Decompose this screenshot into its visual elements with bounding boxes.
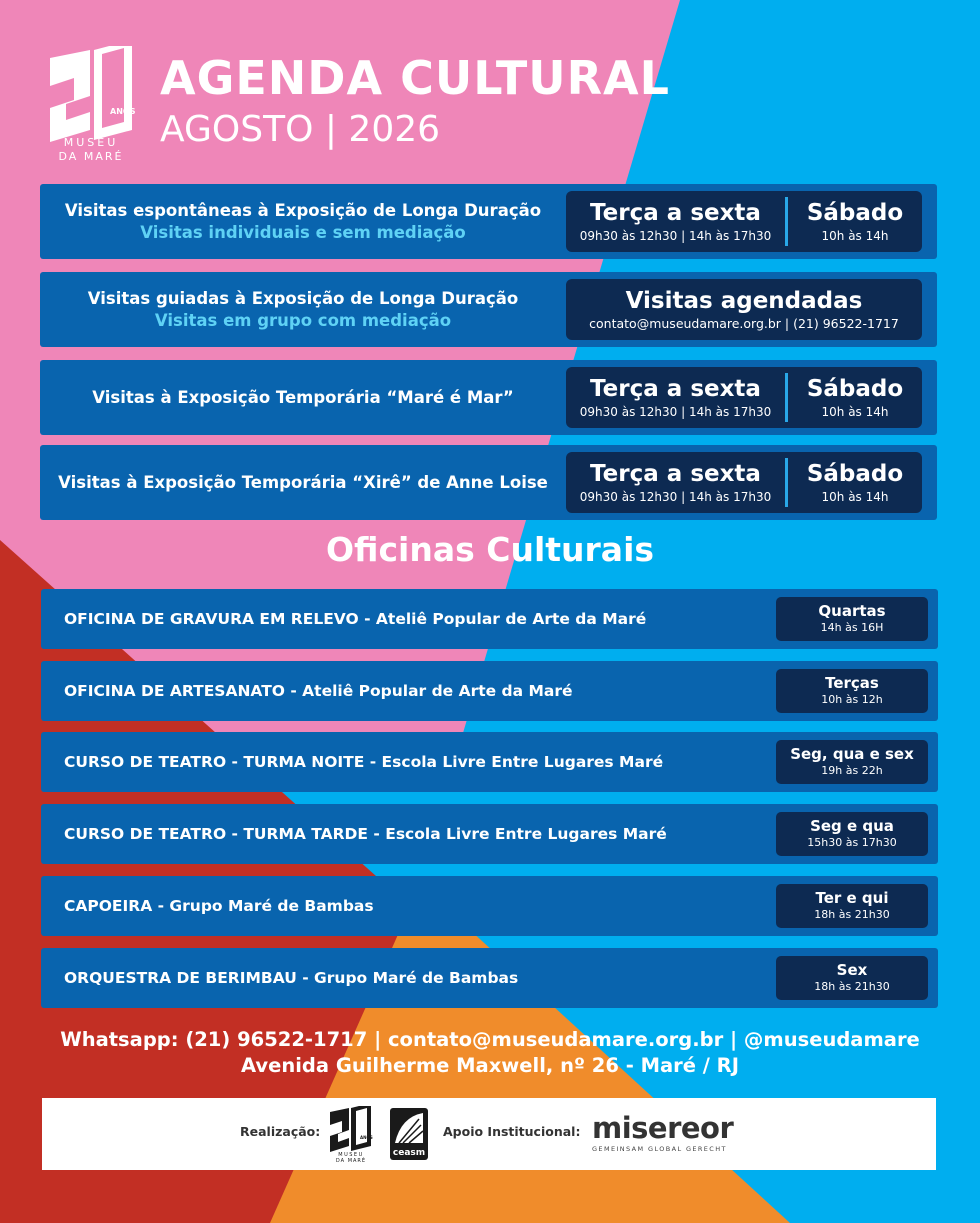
workshop-name: OFICINA DE GRAVURA EM RELEVO - Ateliê Popular de Arte da Maré [64, 610, 647, 628]
visit-subtitle: Visitas individuais e sem mediação [140, 222, 466, 242]
visit-description [40, 184, 566, 259]
workshop-name: CAPOEIRA - Grupo Maré de Bambas [64, 897, 374, 915]
schedule-weekdays [566, 452, 785, 513]
logo-anos: ANOS [110, 107, 136, 116]
page-title: AGENDA CULTURAL [160, 51, 670, 105]
footer-contact[interactable]: Whatsapp: (21) 96522-1717 | contato@museudamare.org.br | @museudamare [60, 1028, 920, 1051]
svg-text:DA MARÉ: DA MARÉ [335, 1158, 367, 1162]
workshop-days: Sex [836, 961, 868, 979]
visit-title: Visitas à Exposição Temporária “Maré é Mar” [92, 387, 514, 407]
visit-row-mare-e-mar [40, 360, 937, 435]
workshop-schedule [776, 812, 928, 856]
misereor-name: misereor [592, 1111, 734, 1145]
workshop-name: CURSO DE TEATRO - TURMA NOITE - Escola Livre Entre Lugares Maré [64, 753, 664, 771]
booking-title: Visitas agendadas [625, 287, 863, 314]
schedule-box [566, 367, 922, 428]
workshop-name: OFICINA DE ARTESANATO - Ateliê Popular de Arte da Maré [64, 682, 573, 700]
visit-description [40, 360, 566, 435]
booking-contact[interactable]: contato@museudamare.org.br | (21) 96522-1717 [589, 315, 899, 331]
schedule-booking [566, 279, 922, 340]
visit-row-xire [40, 445, 937, 520]
workshop-hours: 15h30 às 17h30 [807, 836, 897, 849]
page-subtitle: AGOSTO | 2026 [160, 109, 441, 150]
svg-text:ANOS: ANOS [360, 1135, 373, 1140]
workshop-row [41, 589, 938, 649]
apoio-label: Apoio Institucional: [443, 1124, 581, 1139]
workshop-name: CURSO DE TEATRO - TURMA TARDE - Escola Livre Entre Lugares Maré [64, 825, 667, 843]
misereor-tagline: GEMEINSAM GLOBAL GERECHT [592, 1145, 727, 1153]
schedule-saturday [788, 452, 922, 513]
workshop-row [41, 876, 938, 936]
workshop-hours: 19h às 22h [821, 764, 883, 777]
schedule-hours: 10h às 14h [821, 489, 889, 504]
schedule-hours: 10h às 14h [821, 228, 889, 243]
workshop-schedule [776, 884, 928, 928]
visit-row-longa-duracao-espontanea [40, 184, 937, 259]
workshop-row [41, 948, 938, 1008]
workshop-schedule [776, 740, 928, 784]
svg-text:ceasm: ceasm [392, 1148, 426, 1158]
workshop-days: Seg, qua e sex [790, 745, 914, 763]
schedule-hours: 10h às 14h [821, 404, 889, 419]
workshop-days: Terças [825, 674, 879, 692]
schedule-weekdays [566, 191, 785, 252]
sponsors-bar [42, 1098, 936, 1170]
museu-da-mare-small-logo [328, 1106, 374, 1162]
schedule-saturday [788, 191, 922, 252]
workshop-hours: 18h às 21h30 [814, 980, 890, 993]
workshop-row [41, 661, 938, 721]
schedule-hours: 09h30 às 12h30 | 14h às 17h30 [579, 489, 772, 504]
workshop-days: Quartas [818, 602, 886, 620]
visit-description [40, 272, 566, 347]
workshop-days: Seg e qua [810, 817, 894, 835]
workshop-days: Ter e qui [815, 889, 889, 907]
schedule-saturday [788, 367, 922, 428]
schedule-days: Sábado [806, 375, 904, 402]
schedule-days: Sábado [806, 199, 904, 226]
schedule-days: Sábado [806, 460, 904, 487]
misereor-logo [592, 1112, 733, 1154]
workshop-schedule [776, 956, 928, 1000]
schedule-hours: 09h30 às 12h30 | 14h às 17h30 [579, 228, 772, 243]
workshop-row [41, 732, 938, 792]
svg-text:MUSEU: MUSEU [338, 1152, 364, 1158]
workshop-name: ORQUESTRA DE BERIMBAU - Grupo Maré de Bambas [64, 969, 519, 987]
visit-title: Visitas à Exposição Temporária “Xirê” de Anne Loise [58, 472, 548, 492]
workshop-hours: 14h às 16H [820, 621, 884, 634]
visit-row-longa-duracao-guiada [40, 272, 937, 347]
schedule-hours: 09h30 às 12h30 | 14h às 17h30 [579, 404, 772, 419]
schedule-weekdays [566, 367, 785, 428]
workshop-row [41, 804, 938, 864]
ceasm-logo [389, 1107, 429, 1161]
logo-museu: MUSEU [63, 136, 119, 149]
visit-description [40, 445, 566, 520]
schedule-days: Terça a sexta [590, 375, 761, 402]
realizacao-label: Realização: [240, 1124, 321, 1139]
workshop-schedule [776, 597, 928, 641]
workshop-hours: 10h às 12h [821, 693, 883, 706]
footer-address: Avenida Guilherme Maxwell, nº 26 - Maré / RJ [241, 1054, 739, 1077]
visit-title: Visitas espontâneas à Exposição de Longa Duração [64, 200, 542, 220]
visit-title: Visitas guiadas à Exposição de Longa Duração [87, 288, 519, 308]
visit-subtitle: Visitas em grupo com mediação [154, 310, 452, 330]
schedule-days: Terça a sexta [590, 460, 761, 487]
workshops-heading: Oficinas Culturais [325, 530, 655, 569]
schedule-box [566, 191, 922, 252]
workshop-schedule [776, 669, 928, 713]
schedule-box [566, 279, 922, 340]
schedule-box [566, 452, 922, 513]
schedule-days: Terça a sexta [590, 199, 761, 226]
logo-da-mare: DA MARÉ [58, 150, 124, 162]
museu-da-mare-20-anos-logo [46, 46, 136, 162]
workshop-hours: 18h às 21h30 [814, 908, 890, 921]
